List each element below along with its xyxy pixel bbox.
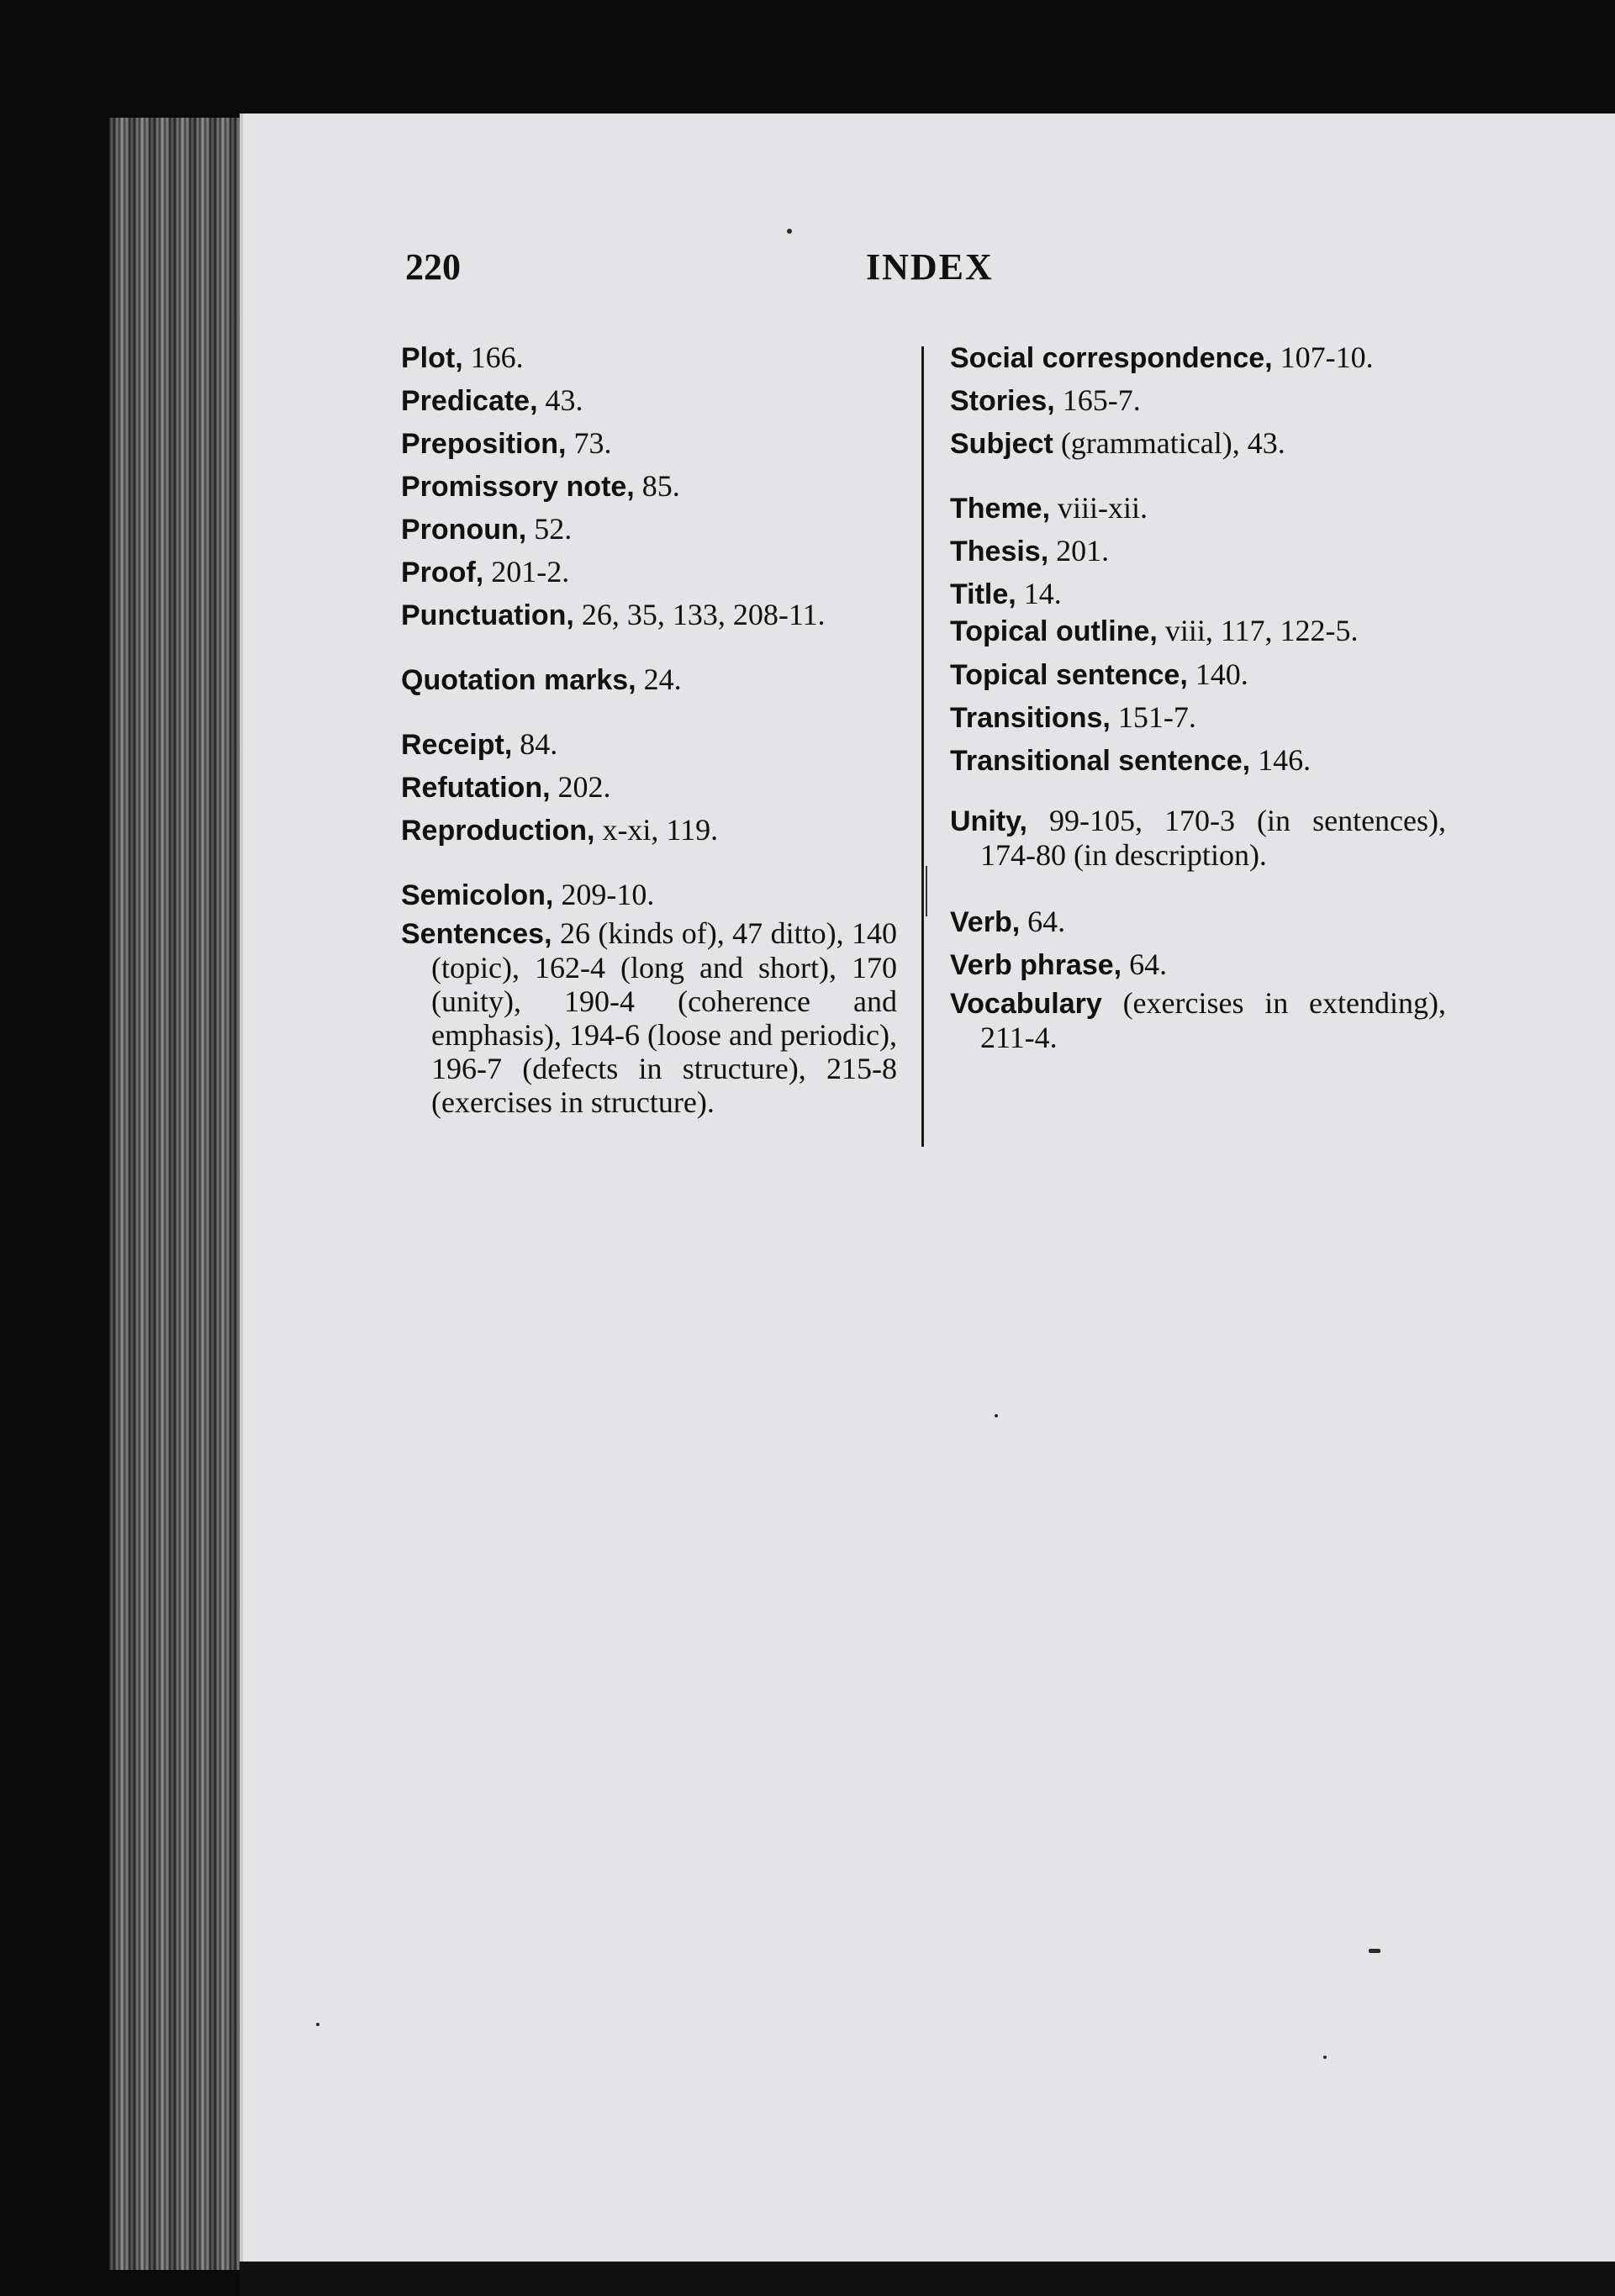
- index-entry: Pronoun, 52.: [401, 512, 573, 546]
- index-entry: Punctuation, 26, 35, 133, 208-11.: [401, 598, 826, 631]
- column-divider: [921, 346, 924, 1147]
- index-column-right: [950, 336, 1446, 1061]
- index-entry: Topical outline, viii, 117, 122-5.: [950, 614, 1359, 647]
- page-heading: INDEX: [866, 246, 994, 288]
- group-spacer: [401, 701, 897, 723]
- index-entry: Verb phrase, 64.: [950, 947, 1168, 981]
- scan-speck: [1323, 2056, 1327, 2059]
- group-spacer: [401, 636, 897, 658]
- index-entry: Verb, 64.: [950, 905, 1066, 938]
- index-entry: Receipt, 84.: [401, 727, 558, 761]
- index-entry: Social correspondence, 107-10.: [950, 340, 1374, 374]
- index-entry: Quotation marks, 24.: [401, 662, 682, 696]
- group-spacer: [950, 782, 1446, 804]
- page-bottom-shadow: [240, 2262, 1615, 2296]
- index-entry: Reproduction, x-xi, 119.: [401, 813, 719, 847]
- scan-speck: [995, 1414, 998, 1417]
- index-entry: Refutation, 202.: [401, 770, 611, 804]
- column-divider-mark: [926, 866, 927, 916]
- index-entry: Unity, 99-105, 170-3 (in sentences), 174-80 (in description).: [950, 804, 1446, 872]
- index-entry: Semicolon, 209-10.: [401, 878, 655, 911]
- group-spacer: [401, 852, 897, 874]
- index-entry: Subject (grammatical), 43.: [950, 426, 1285, 460]
- group-spacer: [950, 465, 1446, 487]
- scan-speck: [316, 2023, 319, 2026]
- book-page-edges: [109, 118, 252, 2270]
- index-entry: Topical sentence, 140.: [950, 657, 1248, 691]
- index-column-left: [401, 336, 897, 1126]
- index-entry: Promissory note, 85.: [401, 469, 680, 503]
- page-number: 220: [405, 246, 461, 288]
- index-entry: Theme, viii-xii.: [950, 491, 1148, 525]
- index-entry: Preposition, 73.: [401, 426, 612, 460]
- scan-speck: [787, 229, 792, 234]
- index-entry: Transitions, 151-7.: [950, 700, 1196, 734]
- index-entry: Predicate, 43.: [401, 383, 583, 417]
- index-entry: Thesis, 201.: [950, 534, 1110, 567]
- index-entry: Sentences, 26 (kinds of), 47 ditto), 140 (topic), 162-4 (long and short), 170 (unity), 190-4 (coherence and emphasis), 194-6 (loose and periodic), 196-7 (defects in structure), 215-8 (exercises in structure).: [401, 916, 897, 1119]
- scan-speck: [1369, 1949, 1380, 1953]
- index-entry: Vocabulary (exercises in extending), 211-4.: [950, 986, 1446, 1054]
- index-entry: Transitional sentence, 146.: [950, 743, 1312, 777]
- index-entry: Title, 14.: [950, 577, 1062, 610]
- group-spacer: [950, 879, 1446, 900]
- index-entry: Proof, 201-2.: [401, 555, 570, 589]
- index-entry: Stories, 165-7.: [950, 383, 1141, 417]
- index-entry: Plot, 166.: [401, 340, 524, 374]
